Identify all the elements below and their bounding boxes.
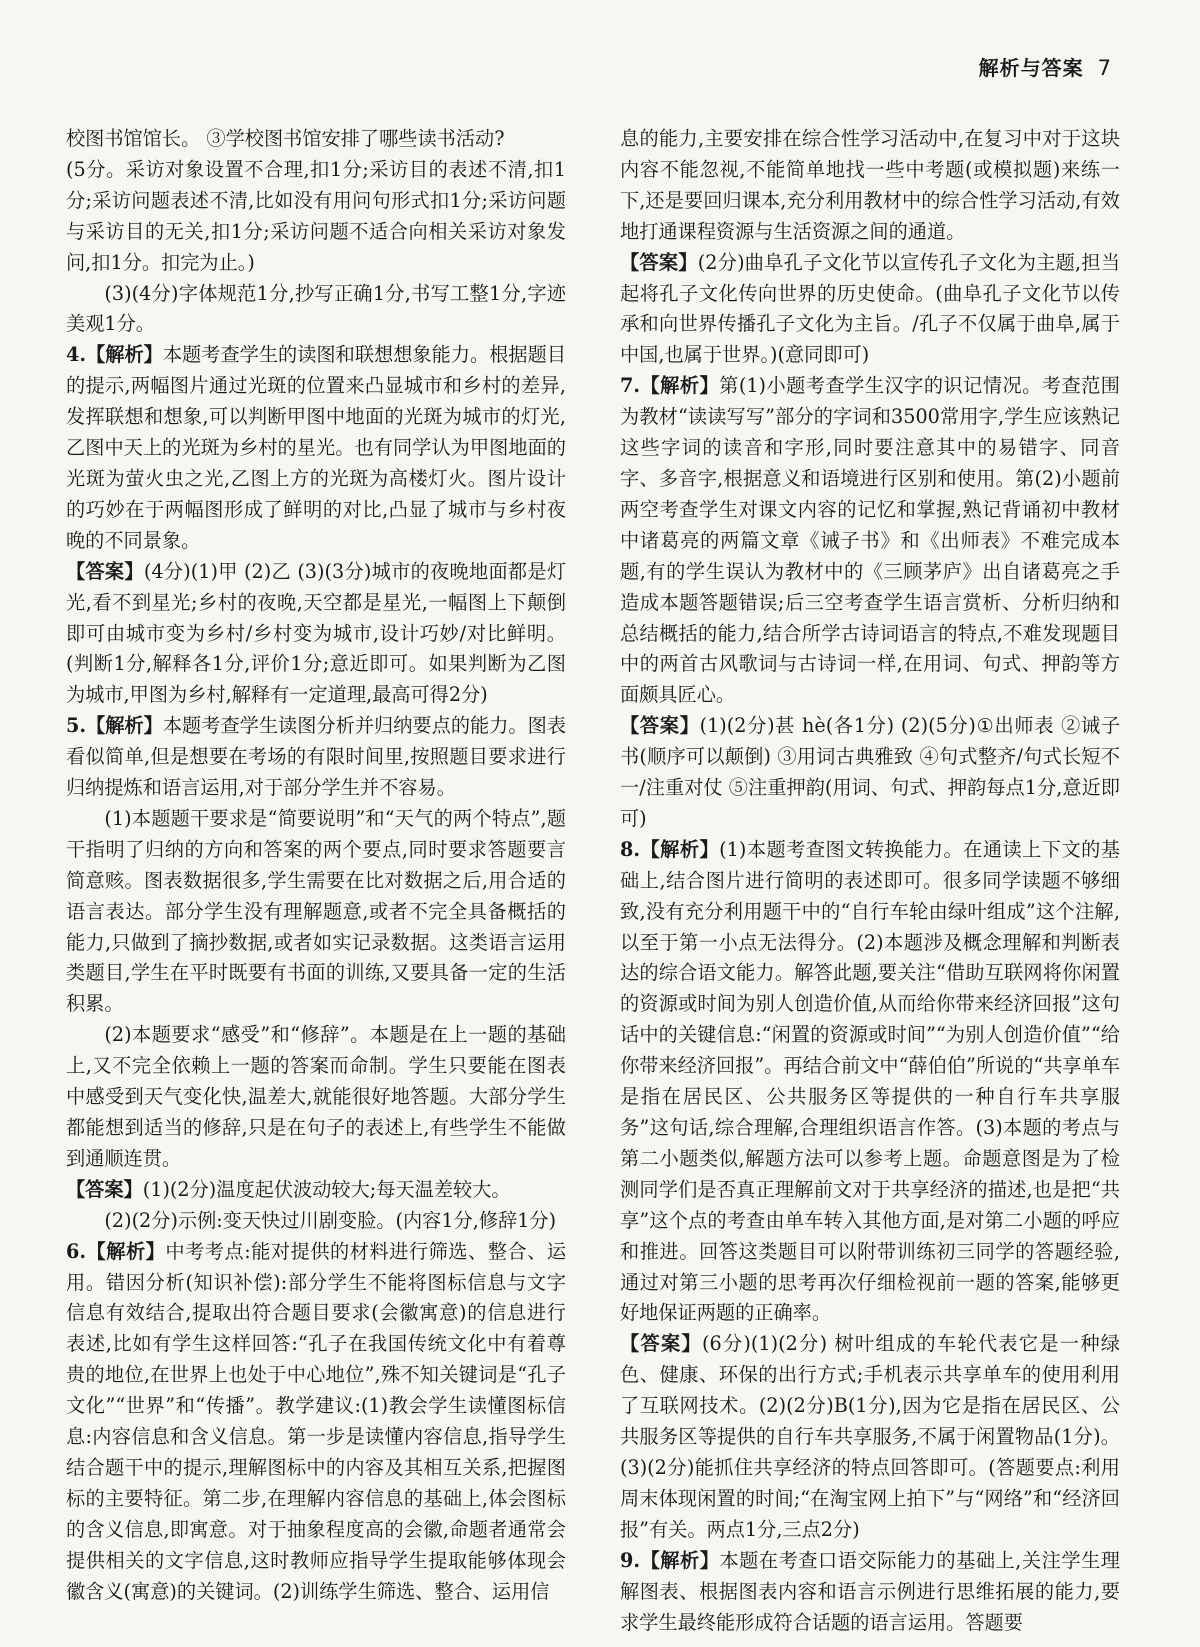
paragraph-text: 本题考查学生读图分析并归纳要点的能力。图表看似简单,但是想要在考场的有限时间里,按照题目要求进行归纳提炼和语言运用,对于部分学生并不容易。 [66, 714, 567, 800]
paragraph [620, 711, 1120, 835]
paragraph-text: 本题考查学生的读图和联想想象能力。根据题目的提示,两幅图片通过光斑的位置来凸显城市和乡村的差异,发挥联想和想象,可以判断甲图中地面的光斑为城市的灯光,乙图中天上的光斑为乡村的星光。也有同学认为甲图地面的光斑为萤火虫之光,乙图上方的光斑为高楼灯火。图片设计的巧妙在于两幅图形成了鲜明的对比,凸显了城市与乡村夜晚的不同景象。 [66, 343, 567, 552]
question-number: 7. [620, 374, 641, 398]
paragraph-text: 息的能力,主要安排在综合性学习活动中,在复习中对于这块内容不能忽视,不能简单地找一些中考题(或模拟题)来练一下,还是要回归课本,充分利用教材中的综合性学习活动,有效地打通课程资源与生活资源之间的通道。 [620, 127, 1120, 243]
paragraph [620, 1546, 1120, 1639]
paragraph-text: (2分)曲阜孔子文化节以宣传孔子文化为主题,担当起将孔子文化传向世界的历史使命。(曲阜孔子文化节以传承和向世界传播孔子文化为主旨。/孔子不仅属于曲阜,属于中国,也属于世界。)(意同即可) [620, 250, 1121, 367]
paragraph [620, 371, 1120, 711]
paragraph [66, 1206, 566, 1237]
paragraph-text: (1)(2分)甚 hè(各1分) (2)(5分)①出师表 ②诫子书(顺序可以颠倒) ③用词古典雅致 ④句式整齐/句式长短不一/注重对仗 ⑤注重押韵(用词、句式、押韵每点1分,意近即可) [620, 714, 1121, 830]
paragraph [620, 1329, 1120, 1545]
page-number: 7 [1097, 56, 1112, 80]
paragraph [66, 1237, 566, 1608]
section-tag: 【解析】 [86, 714, 163, 738]
section-tag: 【解析】 [86, 343, 163, 367]
paragraph-text: 校图书馆馆长。 ③学校图书馆安排了哪些读书活动? [66, 127, 505, 150]
section-tag: 【解析】 [640, 1548, 720, 1572]
paragraph-text: (3)(4分)字体规范1分,抄写正确1分,书写工整1分,字迹美观1分。 [66, 281, 566, 336]
paragraph [66, 1175, 566, 1206]
section-tag: 【解析】 [640, 837, 720, 861]
left-column [66, 124, 566, 1608]
section-tag: 【答案】 [620, 714, 700, 738]
paragraph-text: (4分)(1)甲 (2)乙 (3)(3分)城市的夜晚地面都是灯光,看不到星光;乡村的夜晚,天空都是星光,一幅图上下颠倒即可由城市变为乡村/乡村变为城市,设计巧妙/对比鲜明。(判断1分,解释各1分,评价1分;意近即可。如果判断为乙图为城市,甲图为乡村,解释有一定道理,最高可得2分) [66, 559, 567, 707]
question-number: 6. [66, 1239, 87, 1263]
paragraph [66, 804, 566, 1020]
paragraph-text: 中考考点:能对提供的材料进行筛选、整合、运用。错因分析(知识补偿):部分学生不能将图标信息与文字信息有效结合,提取出符合题目要求(会徽寓意)的信息进行表述,比如有学生这样回答:“孔子在我国传统文化中有着尊贵的地位,在世界上也处于中心地位”,殊不知关键词是“孔子文化”“世界”和“传播”。教学建议:(1)教会学生读懂图标信息:内容信息和含义信息。第一步是读懂内容信息,指导学生结合题干中的提示,理解图标中的内容及其相互关系,把握图标的主要特征。第二步,在理解内容信息的基础上,体会图标的含义信息,即寓意。对于抽象程度高的会徽,命题者通常会提供相关的文字信息,这时教师应指导学生提取能够体现会徽含义(寓意)的关键词。(2)训练学生筛选、整合、运用信 [66, 1239, 567, 1603]
paragraph [66, 1020, 566, 1175]
section-tag: 【答案】 [620, 250, 698, 274]
paragraph-text: (1)本题考查图文转换能力。在通读上下文的基础上,结合图片进行简明的表述即可。很多同学读题不够细致,没有充分利用题干中的“自行车轮由绿叶组成”这个注解,以至于第一小点无法得分。(2)本题涉及概念理解和判断表达的综合语文能力。解答此题,要关注“借助互联网将你闲置的资源或时间为别人创造价值,从而给你带来经济回报”这句话中的关键信息:“闲置的资源或时间”“为别人创造价值”“给你带来经济回报”。再结合前文中“薛伯伯”所说的“共享单车是指在居民区、公共服务区等提供的一种自行车共享服务”这句话,综合理解,合理组织语言作答。(3)本题的考点与第二小题类似,解题方法可以参考上题。命题意图是为了检测同学们是否真正理解前文对于共享经济的描述,也是把“共享”这个点的考查由单车转入其他方面,是对第二小题的呼应和推进。回答这类题目可以附带训练初三同学的答题经验,通过对第三小题的思考再次仔细检视前一题的答案,能够更好地保证两题的正确率。 [620, 837, 1120, 1325]
paragraph [620, 124, 1120, 248]
question-number: 5. [66, 714, 87, 738]
question-number: 8. [620, 837, 641, 861]
paragraph-text: (5分。采访对象设置不合理,扣1分;采访目的表述不清,扣1分;采访问题表述不清,比如没有用问句形式扣1分;采访问题与采访目的无关,扣1分;采访问题不适合向相关采访对象发问,扣1分。扣完为止。) [66, 157, 566, 274]
header-title: 解析与答案 [978, 56, 1084, 80]
paragraph-text: (2)本题要求“感受”和“修辞”。本题是在上一题的基础上,又不完全依赖上一题的答案而命制。学生只要能在图表中感受到天气变化快,温差大,就能很好地答题。大部分学生都能想到适当的修辞,只是在句子的表述上,有些学生不能做到通顺连贯。 [66, 1023, 566, 1170]
paragraph [66, 711, 566, 804]
section-tag: 【答案】 [620, 1332, 702, 1356]
question-number: 9. [620, 1548, 641, 1572]
paragraph [620, 835, 1120, 1330]
section-tag: 【解析】 [86, 1239, 166, 1263]
paragraph-text: 本题在考查口语交际能力的基础上,关注学生理解图表、根据图表内容和语言示例进行思维拓展的能力,要求学生最终能形成符合话题的语言运用。答题要 [620, 1548, 1120, 1634]
paragraph-text: 第(1)小题考查学生汉字的识记情况。考查范围为教材“读读写写”部分的字词和3500常用字,学生应该熟记这些字词的读音和字形,同时要注意其中的易错字、同音字、多音字,根据意义和语境进行区别和使用。第(2)小题前两空考查学生对课文内容的记忆和掌握,熟记背诵初中教材中诸葛亮的两篇文章《诫子书》和《出师表》不难完成本题,有的学生误认为教材中的《三顾茅庐》出自诸葛亮之手造成本题答题错误;后三空考查学生语言赏析、分析归纳和总结概括的能力,结合所学古诗词语言的特点,不难发现题目中的两首古风歌词与古诗词一样,在用词、句式、押韵等方面颇具匠心。 [620, 374, 1120, 707]
section-tag: 【答案】 [66, 1177, 143, 1201]
page-header [979, 52, 1112, 81]
paragraph [620, 248, 1120, 372]
question-number: 4. [66, 343, 87, 367]
section-tag: 【解析】 [640, 374, 720, 398]
paragraph-text: (1)本题题干要求是“简要说明”和“天气的两个特点”,题干指明了归纳的方向和答案的两个要点,同时要求答题要言简意赅。图表数据很多,学生需要在比对数据之后,用合适的语言表达。部分学生没有理解题意,或者不完全具备概括的能力,只做到了摘抄数据,或者如实记录数据。这类语言运用类题目,学生在平时既要有书面的训练,又要具备一定的生活积累。 [66, 806, 566, 1016]
paragraph [66, 557, 566, 712]
paragraph [66, 279, 566, 341]
paragraph-text: (1)(2分)温度起伏波动较大;每天温差较大。 [142, 1177, 511, 1201]
paragraph [66, 155, 566, 279]
paragraph [66, 340, 566, 556]
right-column [620, 124, 1120, 1638]
paragraph-text: (2)(2分)示例:变天快过川剧变脸。(内容1分,修辞1分) [104, 1208, 557, 1232]
paragraph-text: (6分)(1)(2分) 树叶组成的车轮代表它是一种绿色、健康、环保的出行方式;手机表示共享单车的使用利用了互联网技术。(2)(2分)B(1分),因为它是指在居民区、公共服务区等提供的自行车共享服务,不属于闲置物品(1分)。(3)(2分)能抓住共享经济的特点回答即可。(答题要点:利用周末体现闲置的时间;“在淘宝网上拍下”与“网络”和“经济回报”有关。两点1分,三点2分) [620, 1332, 1120, 1541]
paragraph [66, 124, 566, 155]
section-tag: 【答案】 [66, 559, 144, 583]
